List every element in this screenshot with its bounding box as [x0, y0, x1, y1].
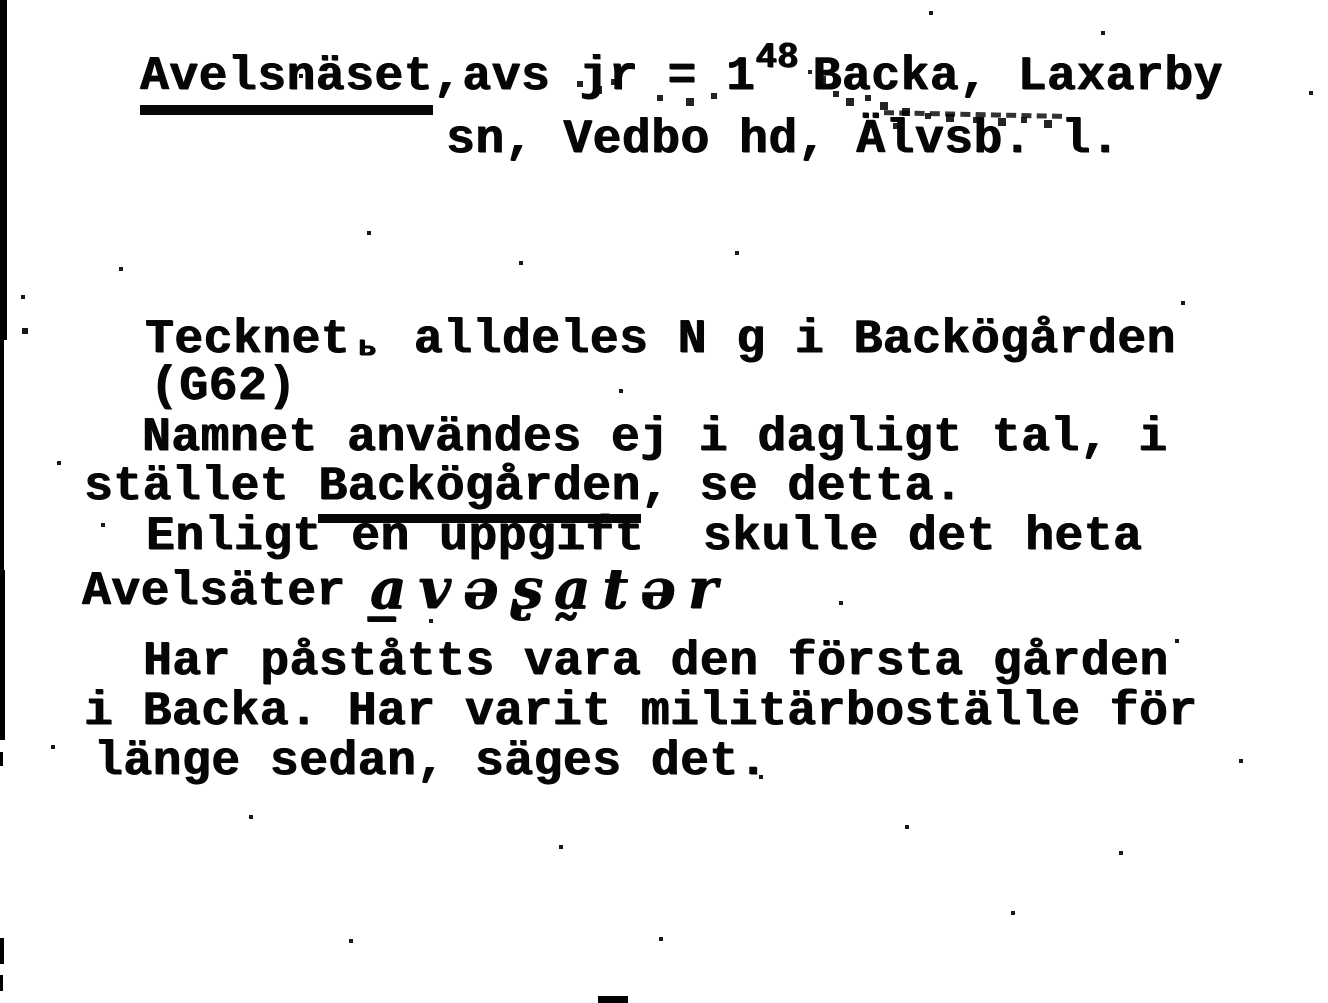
history-note-line2: i Backa. Har varit militärboställe för [84, 685, 1198, 739]
card-header-line1 [140, 37, 1223, 115]
header-designation: ,avs jr = 1 [433, 50, 756, 104]
film-edge-artifact [0, 340, 4, 570]
film-edge-artifact [0, 938, 4, 964]
card-header-line2: sn, Vedbo hd, Älvsb. l. [446, 113, 1121, 167]
scan-mark-artifact [598, 996, 628, 1003]
sign-note-text-post: alldeles N g i Backögården [384, 313, 1176, 367]
history-note-line1: Har påståtts vara den första gården [143, 635, 1169, 689]
usage-note-line1: Namnet användes ej i dagligt tal, i [142, 411, 1168, 465]
film-edge-artifact [0, 0, 7, 340]
film-edge-artifact [0, 752, 3, 766]
film-edge-artifact [0, 570, 5, 740]
header-parish-names: Backa, Laxarby [812, 50, 1223, 104]
source-reference: (G62) [150, 360, 297, 414]
variant-note-line2 [82, 556, 730, 622]
phonetic-transcription: a̲vəʂa̰tər [369, 556, 730, 622]
sign-note-text-pre: Tecknet [145, 313, 351, 367]
usage-note-line2-pre: stället [84, 460, 319, 514]
film-edge-artifact [0, 975, 3, 991]
map-sign-symbol: ь [358, 331, 377, 365]
header-superscript-number: 48 [755, 37, 799, 78]
scan-noise-speckles [0, 0, 2, 2]
variant-note-line1: Enligt en uppgift skulle det heta [146, 510, 1143, 564]
cross-reference-name: Backögården [318, 462, 640, 523]
place-name-title: Avelsnäset [140, 52, 433, 115]
variant-name: Avelsäter [82, 565, 346, 619]
usage-note-line2-post: , se detta. [640, 460, 964, 514]
sign-note-line [145, 315, 1176, 370]
history-note-line3: länge sedan, säges det. [94, 735, 769, 789]
